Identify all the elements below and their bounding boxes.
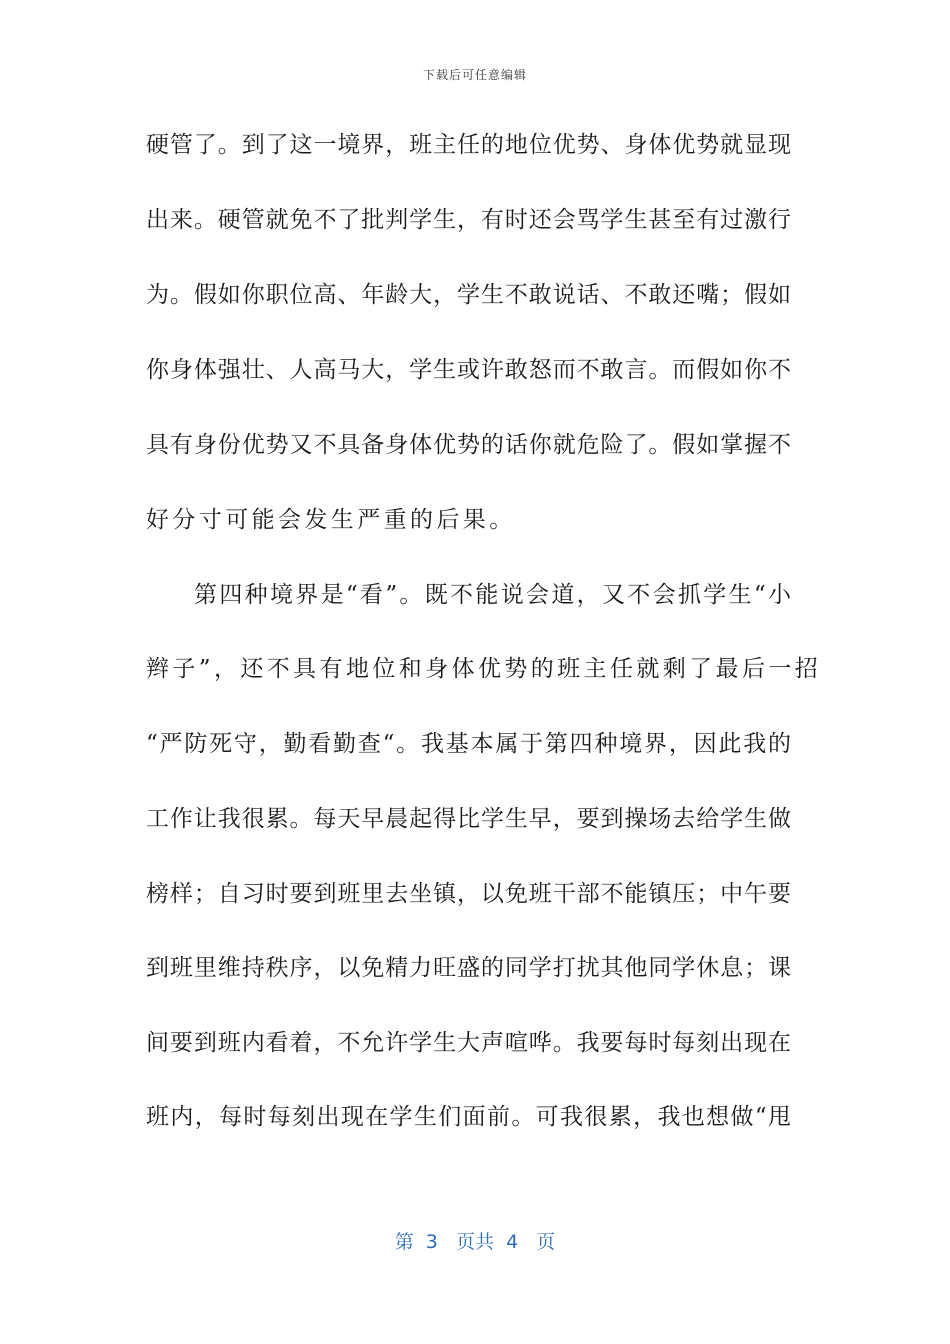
- paragraph-line: 辫子”，还不具有地位和身体优势的班主任就剩了最后一招: [146, 656, 822, 682]
- paragraph-line: “严防死守，勤看勤查“。我基本属于第四种境界，因此我的: [146, 731, 791, 757]
- paragraph-line: 工作让我很累。每天早晨起得比学生早，要到操场去给学生做: [146, 806, 791, 832]
- paragraph-line: 硬管了。到了这一境界，班主任的地位优势、身体优势就显现: [146, 132, 791, 158]
- page-footer: 第 3 页共 4 页: [394, 1231, 556, 1253]
- paragraph-line: 班内，每时每刻出现在学生们面前。可我很累，我也想做“甩: [146, 1104, 791, 1130]
- paragraph-line: 出来。硬管就免不了批判学生，有时还会骂学生甚至有过激行: [146, 207, 791, 233]
- paragraph-line: 为。假如你职位高、年龄大，学生不敢说话、不敢还嘴；假如: [146, 282, 791, 308]
- paragraph-line: 到班里维持秩序，以免精力旺盛的同学打扰其他同学休息；课: [146, 955, 791, 981]
- page-header: 下载后可任意编辑: [422, 68, 527, 82]
- paragraph-line: 第四种境界是“看”。既不能说会道，又不会抓学生“小: [194, 582, 791, 608]
- paragraph-line: 间要到班内看着，不允许学生大声喧哗。我要每时每刻出现在: [146, 1030, 791, 1056]
- paragraph-line: 好分寸可能会发生严重的后果。: [146, 507, 516, 533]
- paragraph-line: 具有身份优势又不具备身体优势的话你就危险了。假如掌握不: [146, 432, 791, 458]
- paragraph-line: 榜样；自习时要到班里去坐镇，以免班干部不能镇压；中午要: [146, 881, 791, 907]
- paragraph-line: 你身体强壮、人高马大，学生或许敢怒而不敢言。而假如你不: [146, 357, 791, 383]
